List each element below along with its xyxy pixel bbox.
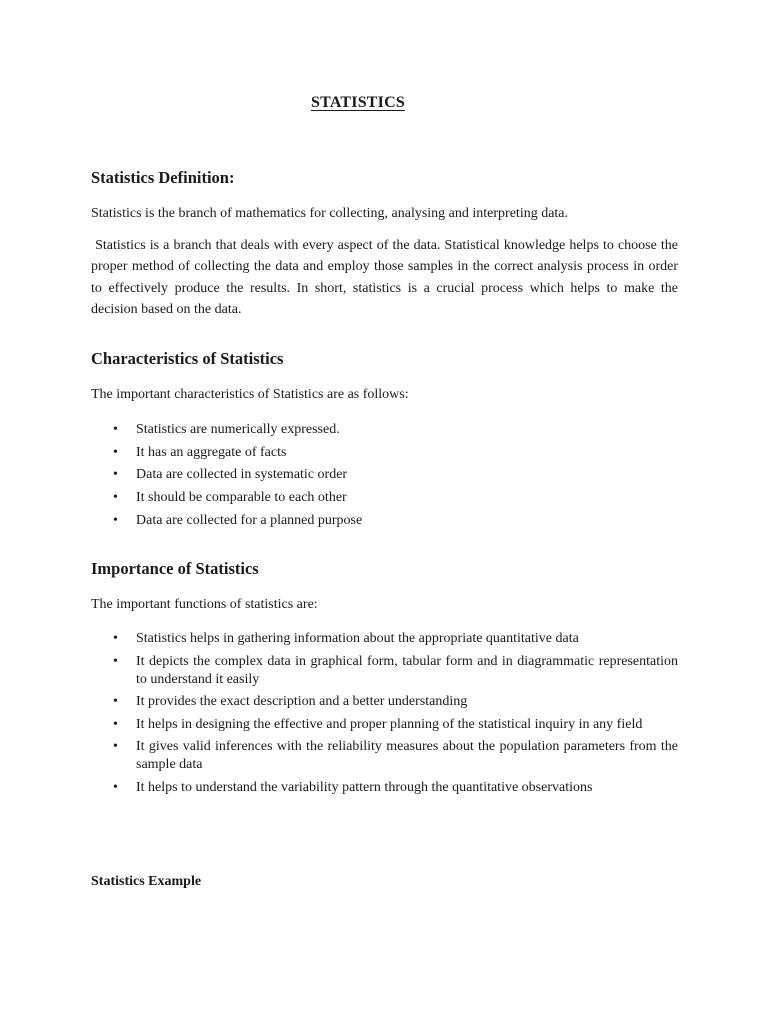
list-item-text: Data are collected in systematic order bbox=[136, 467, 348, 483]
definition-paragraph-1: Statistics is the branch of mathematics for collecting, analysing and interpreting data. bbox=[91, 206, 569, 221]
list-item bbox=[91, 512, 678, 530]
list-item bbox=[91, 466, 678, 484]
bullet-icon: • bbox=[113, 739, 118, 754]
section-heading-characteristics: Characteristics of Statistics bbox=[91, 349, 284, 368]
bullet-icon: • bbox=[113, 444, 118, 460]
bullet-icon: • bbox=[113, 512, 118, 528]
list-item bbox=[91, 630, 678, 648]
list-item-text: Statistics helps in gathering information about the appropriate quantitative data bbox=[136, 631, 579, 646]
bullet-icon: • bbox=[113, 716, 118, 732]
importance-list bbox=[91, 630, 678, 801]
bullet-icon: • bbox=[113, 467, 118, 483]
list-item-text: It gives valid inferences with the reliability measures about the population parameters from the sample data bbox=[136, 739, 678, 772]
characteristics-list bbox=[91, 421, 678, 534]
bullet-icon: • bbox=[113, 779, 118, 795]
bullet-icon: • bbox=[113, 653, 118, 669]
list-item bbox=[91, 738, 678, 774]
list-item bbox=[91, 653, 678, 689]
list-item bbox=[91, 489, 678, 507]
characteristics-intro: The important characteristics of Statistics are as follows: bbox=[91, 387, 409, 402]
bullet-icon: • bbox=[113, 631, 118, 646]
list-item-text: It helps in designing the effective and proper planning of the statistical inquiry in any field bbox=[136, 716, 643, 732]
list-item-text: It helps to understand the variability pattern through the quantitative observations bbox=[136, 779, 593, 795]
importance-intro: The important functions of statistics are: bbox=[91, 597, 318, 612]
section-heading-example: Statistics Example bbox=[91, 874, 202, 889]
document-title: STATISTICS bbox=[311, 94, 405, 111]
list-item-text: It has an aggregate of facts bbox=[136, 444, 287, 460]
list-item bbox=[91, 716, 678, 734]
list-item-text: Statistics are numerically expressed. bbox=[136, 422, 340, 437]
definition-paragraph-2: Statistics is a branch that deals with every aspect of the data. Statistical knowledge helps to choose the proper method of collecting the data and employ those samples in the correct analysis process in order to effectively produce the results. In short, statistics is a crucial process which helps to make the decision based on the data. bbox=[91, 238, 682, 317]
list-item-text: It should be comparable to each other bbox=[136, 490, 347, 506]
list-item bbox=[91, 779, 678, 797]
section-heading-importance: Importance of Statistics bbox=[91, 559, 259, 578]
list-item bbox=[91, 421, 678, 439]
bullet-icon: • bbox=[113, 490, 118, 506]
list-item-text: It provides the exact description and a better understanding bbox=[136, 694, 468, 709]
bullet-icon: • bbox=[113, 694, 118, 709]
section-heading-definition: Statistics Definition: bbox=[91, 168, 235, 187]
list-item-text: It depicts the complex data in graphical form, tabular form and in diagrammatic representation to understand it easily bbox=[136, 653, 678, 687]
list-item bbox=[91, 444, 678, 462]
list-item-text: Data are collected for a planned purpose bbox=[136, 512, 363, 528]
bullet-icon: • bbox=[113, 422, 118, 437]
list-item bbox=[91, 693, 678, 711]
